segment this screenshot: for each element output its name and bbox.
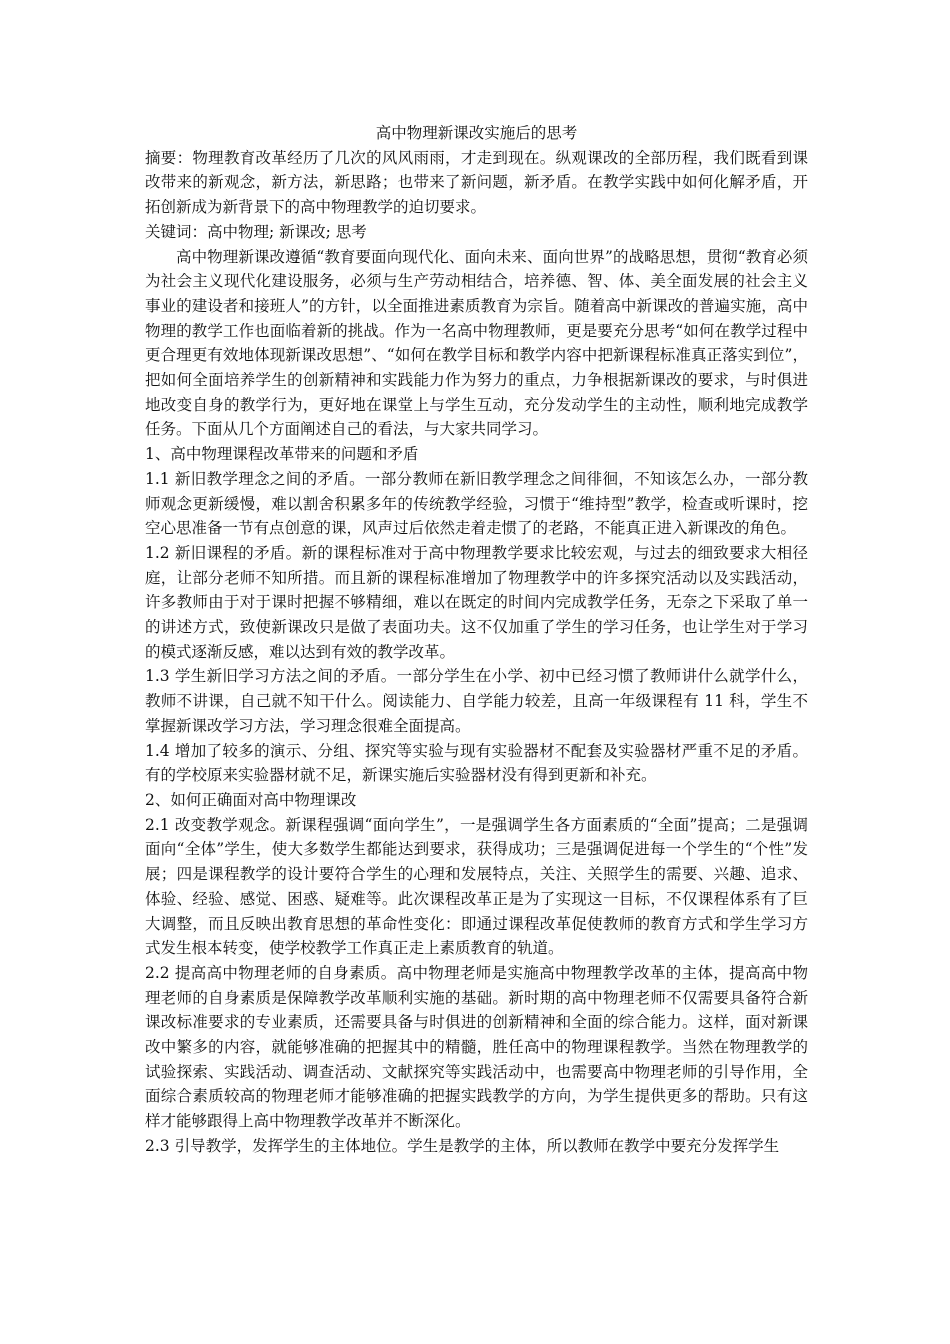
- paragraph-1-2: 1.2 新旧课程的矛盾。新的课程标准对于高中物理教学要求比较宏观，与过去的细致要求大相径庭，让部分老师不知所措。而且新的课程标准增加了物理教学中的许多探究活动以及实践活动，许多教师由于对于课时把握不够精细，难以在既定的时间内完成教学任务，无奈之下采取了单一的讲述方式，致使新课改只是做了表面功夫。这不仅加重了学生的学习任务，也让学生对于学习的模式逐渐反感，难以达到有效的教学改革。: [145, 543, 808, 661]
- document-page: [145, 121, 808, 1159]
- keywords-line: 关键词：高中物理; 新课改; 思考: [145, 222, 367, 241]
- paragraph-1-4: 1.4 增加了较多的演示、分组、探究等实验与现有实验器材不配套及实验器材严重不足的矛盾。有的学校原来实验器材就不足，新课实施后实验器材没有得到更新和补充。: [145, 741, 808, 785]
- paragraph-2-2: 2.2 提高高中物理老师的自身素质。高中物理老师是实施高中物理教学改革的主体，提高高中物理老师的自身素质是保障教学改革顺利实施的基础。新时期的高中物理老师不仅需要具备符合新课改标准要求的专业素质，还需要具备与时俱进的创新精神和全面的综合能力。这样，面对新课改中繁多的内容，就能够准确的把握其中的精髓，胜任高中的物理课程教学。当然在物理教学的试验探索、实践活动、调查活动、文献探究等实践活动中，也需要高中物理老师的引导作用，全面综合素质较高的物理老师才能够准确的把握实践教学的方向，为学生提供更多的帮助。只有这样才能够跟得上高中物理教学改革并不断深化。: [145, 963, 808, 1131]
- paragraph-2-3: 2.3 引导教学，发挥学生的主体地位。学生是教学的主体，所以教师在教学中要充分发挥学生: [145, 1136, 780, 1155]
- paragraph-1-1: 1.1 新旧教学理念之间的矛盾。一部分教师在新旧教学理念之间徘徊，不知该怎么办，一部分教师观念更新缓慢，难以割舍积累多年的传统教学经验，习惯于“维持型”教学，检查或听课时，挖空心思准备一节有点创意的课，风声过后依然走着走惯了的老路，不能真正进入新课改的角色。: [145, 469, 808, 538]
- section-heading-1: 1、高中物理课程改革带来的问题和矛盾: [145, 445, 419, 464]
- document-title: 高中物理新课改实施后的思考: [375, 124, 578, 142]
- section-heading-2: 2、如何正确面对高中物理课改: [145, 790, 357, 809]
- intro-paragraph: 高中物理新课改遵循“教育要面向现代化、面向未来、面向世界”的战略思想，贯彻“教育必须为社会主义现代化建设服务，必须与生产劳动相结合，培养德、智、体、美全面发展的社会主义事业的建设者和接班人”的方针，以全面推进素质教育为宗旨。随着高中新课改的普遍实施，高中物理的教学工作也面临着新的挑战。作为一名高中物理教师，更是要充分思考“如何在教学过程中更合理更有效地体现新课改思想”、“如何在教学目标和教学内容中把新课程标准真正落实到位”，把如何全面培养学生的创新精神和实践能力作为努力的重点，力争根据新课改的要求，与时俱进地改变自身的教学行为，更好地在课堂上与学生互动，充分发动学生的主动性，顺利地完成教学任务。下面从几个方面阐述自己的看法，与大家共同学习。: [145, 247, 808, 439]
- paragraph-1-3: 1.3 学生新旧学习方法之间的矛盾。一部分学生在小学、初中已经习惯了教师讲什么就学什么，教师不讲课，自己就不知干什么。阅读能力、自学能力较差，且高一年级课程有 11 科，学生不掌握新课改学习方法，学习理念很难全面提高。: [145, 667, 808, 735]
- abstract-paragraph: 摘要：物理教育改革经历了几次的风风雨雨，才走到现在。纵观课改的全部历程，我们既看到课改带来的新观念，新方法，新思路；也带来了新问题，新矛盾。在教学实践中如何化解矛盾，开拓创新成为新背景下的高中物理教学的迫切要求。: [145, 148, 808, 217]
- paragraph-2-1: 2.1 改变教学观念。新课程强调“面向学生”，一是强调学生各方面素质的“全面”提高；二是强调面向“全体”学生，使大多数学生都能达到要求，获得成功；三是强调促进每一个学生的“个性”发展；四是课程教学的设计要符合学生的心理和发展特点，关注、关照学生的需要、兴趣、追求、体验、经验、感觉、困惑、疑难等。此次课程改革正是为了实现这一目标，不仅课程体系有了巨大调整，而且反映出教育思想的革命性变化：即通过课程改革促使教师的教育方式和学生学习方式发生根本转变，使学校教学工作真正走上素质教育的轨道。: [145, 815, 808, 958]
